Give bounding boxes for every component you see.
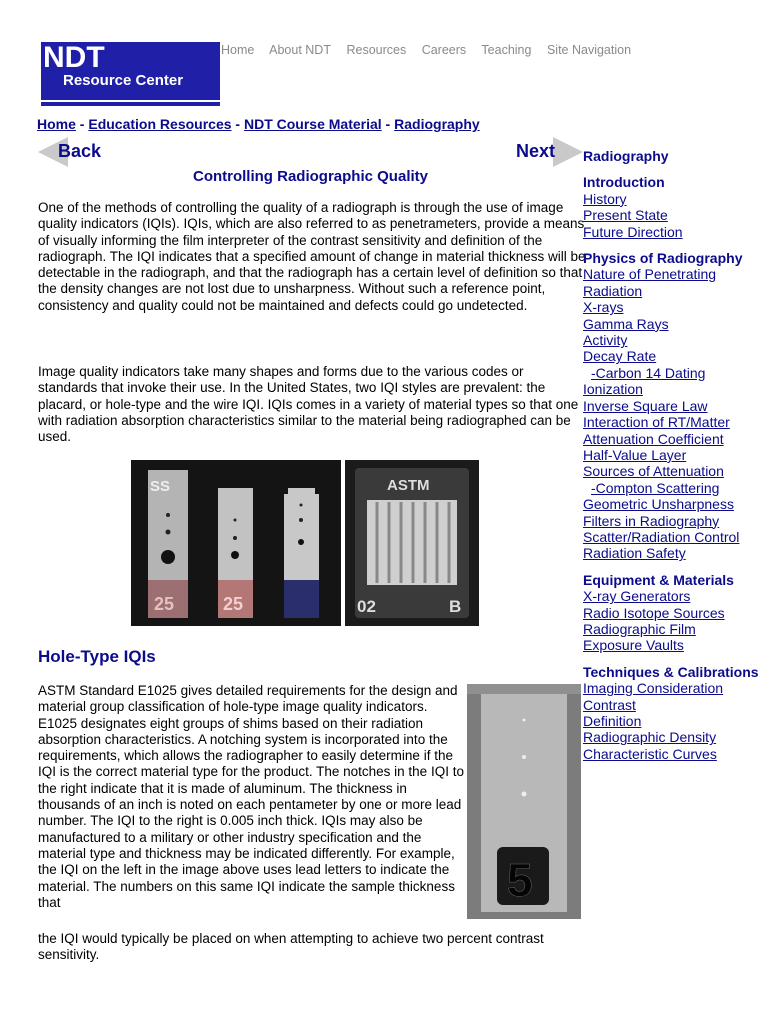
sidebar-link-definition[interactable]: Definition [583, 713, 642, 729]
breadcrumb-education-resources[interactable]: Education Resources [88, 116, 232, 132]
breadcrumb-home[interactable]: Home [37, 116, 76, 132]
wire-iqi-photo [345, 460, 479, 626]
sidebar-link-history[interactable]: History [583, 190, 627, 207]
hole-type-iqi-illustration [131, 460, 341, 626]
sidebar-link-radio-isotope-sources[interactable]: Radio Isotope Sources [583, 604, 725, 621]
wire-iqi-material-label: B [449, 597, 462, 616]
nav-teaching[interactable]: Teaching [481, 43, 532, 57]
sidebar-link-characteristic-curves[interactable]: Characteristic Curves [583, 745, 717, 762]
sidebar-link-radiographic-density[interactable]: Radiographic Density [583, 729, 717, 746]
sidebar-link-decay-rate[interactable]: Decay Rate [583, 348, 657, 365]
next-button[interactable] [508, 137, 583, 167]
sidebar-link-present-state[interactable]: Present State [583, 207, 668, 224]
intro-paragraph: One of the methods of controlling the quality of a radiograph is through the use of image quality indicators (IQIs). IQIs, which are also referred to as penetrameters, provide a means of visually informing the film interpreter of the contrast sensitivity and definition of the radiograph. The IQI indicates that a specified amount of change in material thickness will be detectable in the radiograph, and that the radiograph has a certain level of definition so that the density changes are not lost due to unsharpness. Without such a reference point, consistency and quality could not be maintained and defects could go undetected. [38, 200, 586, 313]
breadcrumb-sep: - [381, 116, 395, 132]
radiograph-illustration [467, 684, 581, 919]
sidebar-section-equipment: Equipment & Materials [583, 571, 734, 588]
sidebar-link-contrast[interactable]: Contrast [583, 696, 636, 713]
sidebar-link-radiation-safety[interactable]: Radiation Safety [583, 545, 686, 562]
sidebar-link-ionization[interactable]: Ionization [583, 381, 643, 398]
sidebar-link-future-direction[interactable]: Future Direction [583, 223, 683, 240]
logo-title: NDT [43, 41, 105, 74]
sidebar-link-filters-in-radiography[interactable]: Filters in Radiography [583, 512, 720, 529]
sidebar-link-imaging-consideration[interactable]: Imaging Consideration [583, 680, 724, 697]
sidebar-link-nature-of-penetrating-radiation[interactable]: Nature of Penetrating Radiation [583, 266, 717, 299]
sidebar-link-geometric-unsharpness[interactable]: Geometric Unsharpness [583, 496, 734, 513]
aluminum-iqi-radiograph [467, 684, 581, 919]
wire-iqi-illustration [345, 460, 479, 626]
breadcrumb-sep: - [231, 116, 244, 132]
wire-iqi-set-label: 02 [357, 597, 376, 616]
radiograph-thickness-number: 5 [507, 854, 533, 906]
sidebar-link-gamma-rays[interactable]: Gamma Rays [583, 315, 669, 332]
iqi-material-label: SS [150, 478, 171, 495]
sidebar-link-carbon-14-dating[interactable]: -Carbon 14 Dating [591, 364, 706, 381]
sidebar-link-radiographic-film[interactable]: Radiographic Film [583, 620, 696, 637]
sidebar-link-sources-of-attenuation[interactable]: Sources of Attenuation [583, 463, 724, 480]
logo-subtitle: Resource Center [63, 72, 184, 89]
iqi-styles-paragraph: Image quality indicators take many shapes and forms due to the various codes or standards that invoke their use. In the United States, two IQI styles are prevalent: the placard, or hole-type and the wire IQI. IQIs comes in a variety of material types so that one with radiation absorption characteristics similar to the material being radiographed can be used. [38, 364, 579, 445]
nav-resources[interactable]: Resources [346, 43, 407, 57]
back-label: Back [58, 141, 102, 161]
section-heading-hole-type: Hole-Type IQIs [38, 647, 156, 666]
back-button[interactable] [38, 137, 128, 167]
sidebar [583, 128, 763, 762]
sidebar-link-x-ray-generators[interactable]: X-ray Generators [583, 588, 691, 605]
iqi-thickness-label-1: 25 [154, 594, 175, 614]
sidebar-link-interaction-rt-matter[interactable]: Interaction of RT/Matter [583, 414, 730, 431]
sidebar-link-inverse-square-law[interactable]: Inverse Square Law [583, 397, 708, 414]
sidebar-link-x-rays[interactable]: X-rays [583, 299, 624, 316]
breadcrumb [37, 116, 480, 132]
page-title: Controlling Radiographic Quality [192, 168, 428, 185]
nav-about[interactable]: About NDT [269, 43, 331, 57]
sidebar-link-scatter-radiation-control[interactable]: Scatter/Radiation Control [583, 528, 740, 545]
iqi-thickness-label-2: 25 [223, 594, 244, 614]
breadcrumb-radiography[interactable]: Radiography [394, 116, 480, 132]
ndt-logo[interactable] [41, 42, 220, 106]
nav-careers[interactable]: Careers [421, 43, 467, 57]
next-arrow-icon [553, 137, 583, 167]
nav-home[interactable]: Home [221, 43, 255, 57]
breadcrumb-ndt-course-material[interactable]: NDT Course Material [243, 116, 382, 132]
nav-site-navigation[interactable]: Site Navigation [546, 43, 632, 57]
hole-type-paragraph-tail: the IQI would typically be placed on when attempting to achieve two percent contrast sensitivity. [38, 931, 544, 963]
sidebar-section-introduction: Introduction [583, 174, 665, 191]
sidebar-link-compton-scattering[interactable]: -Compton Scattering [591, 479, 720, 496]
next-label: Next [516, 141, 556, 161]
sidebar-link-attenuation-coefficient[interactable]: Attenuation Coefficient [583, 430, 724, 447]
sidebar-title: Radiography [583, 148, 669, 164]
breadcrumb-sep: - [75, 116, 89, 132]
hole-type-iqi-photo [131, 460, 341, 626]
sidebar-link-exposure-vaults[interactable]: Exposure Vaults [583, 637, 684, 654]
sidebar-section-techniques: Techniques & Calibrations [583, 663, 759, 680]
sidebar-link-half-value-layer[interactable]: Half-Value Layer [583, 446, 687, 463]
wire-iqi-standard-label: ASTM [387, 477, 430, 494]
top-nav [221, 43, 643, 57]
logo-underline [41, 100, 220, 102]
sidebar-link-activity[interactable]: Activity [583, 332, 628, 349]
hole-type-paragraph: ASTM Standard E1025 gives detailed requirements for the design and material group classification of hole-type image quality indicators. E1025 designates eight groups of shims based on their radiation absorption characteristics. A notching system is incorporated into the requirements, which allows the radiographer to easily determine if the IQI is the correct material type for the product. The notches in the IQI to the right indicate that it is made of aluminum. The thickness in thousands of an inch is noted on each pentameter by one or more lead number. The IQI to the right is 0.005 inch thick. IQIs may also be manufactured to a military or other industry specification and the material type and thickness may be indicated differently. For example, the IQI on the left in the image above uses lead letters to indicate the material. The numbers on this same IQI indicate the sample thickness that [38, 683, 464, 910]
sidebar-section-physics: Physics of Radiography [583, 250, 743, 267]
